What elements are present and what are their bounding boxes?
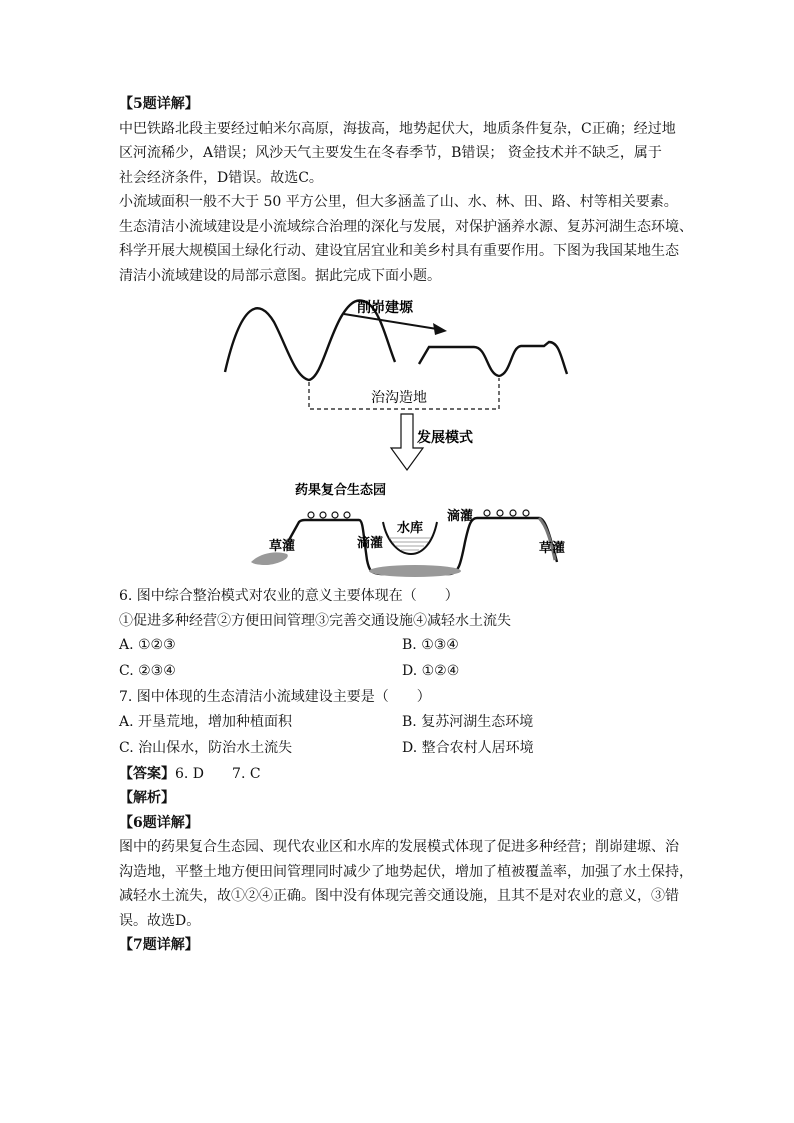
leveled-terrain-curve (419, 342, 567, 376)
grass-left-label: 草灌 (269, 539, 296, 554)
q6-option-b: B. ①③④ (402, 637, 459, 653)
watershed-diagram-svg (119, 292, 679, 582)
q7-option-a: A. 开垦荒地，增加种植面积 (119, 713, 293, 730)
mode-label: 发展模式 (417, 430, 473, 446)
q5-detail-heading: 【5题详解】 (119, 96, 199, 112)
transform-arrow-label: 削峁建塬 (357, 300, 413, 316)
orchard-dot (308, 512, 314, 518)
q6-stem: 6. 图中综合整治模式对农业的意义主要体现在（ ） (119, 588, 459, 604)
orchard-dot (320, 512, 326, 518)
q7-stem: 7. 图中体现的生态清洁小流域建设主要是（ ） (119, 689, 431, 705)
transform-arrow-head (433, 323, 447, 335)
orchard-dot (497, 510, 503, 516)
q5-detail-line-1: 中巴铁路北段主要经过帕米尔高原，海拔高，地势起伏大，地质条件复杂，C正确；经过地 (119, 120, 676, 137)
intro-line-1: 小流域面积一般不大于 50 平方公里，但大多涵盖了山、水、林、田、路、村等相关要素。 (119, 194, 678, 210)
drip-left-label: 滴灌 (357, 536, 384, 551)
q5-detail-line-2: 区河流稀少，A错误；风沙天气主要发生在冬春季节，B错误； 资金技术并不缺乏，属于 (119, 145, 662, 161)
q7-option-b: B. 复苏河湖生态环境 (402, 713, 534, 730)
q5-detail-line-3: 社会经济条件，D错误。故选C。 (119, 169, 323, 186)
q6-detail-heading: 【6题详解】 (119, 814, 199, 831)
bracket-label: 治沟造地 (371, 390, 427, 406)
q6-option-a: A. ①②③ (119, 637, 176, 653)
grass-left-patch (251, 552, 288, 565)
grass-right-label: 草灌 (539, 541, 566, 556)
q6-detail-line-4: 误。故选D。 (119, 912, 201, 929)
answer-line (119, 762, 679, 787)
orchard-dot (332, 512, 338, 518)
q7-detail-heading: 【7题详解】 (119, 937, 199, 953)
q6-detail-line-1: 图中的药果复合生态园、现代农业区和水库的发展模式体现了促进多种经营；削峁建塬、治 (119, 839, 679, 855)
analysis-label: 【解析】 (119, 790, 175, 806)
intro-line-2: 生态清洁小流域建设是小流域综合治理的深化与发展，对保护涵养水源、复苏河湖生态环境、 (119, 218, 693, 235)
orchard-dot (484, 510, 490, 516)
answer-label: 【答案】 (119, 765, 175, 782)
orchard-dot (523, 510, 529, 516)
drip-right-label: 滴灌 (447, 509, 474, 524)
q6-items: ①促进多种经营②方便田间管理③完善交通设施④减轻水土流失 (119, 612, 511, 629)
orchard-dot (344, 512, 350, 518)
q7-option-c: C. 治山保水，防治水土流失 (119, 739, 293, 756)
q6-options-row-2 (119, 659, 679, 685)
q6-option-d: D. ①②④ (402, 663, 460, 679)
intro-line-3: 科学开展大规模国土绿化行动、建设宜居宜业和美乡村具有重要作用。下图为我国某地生态 (119, 243, 679, 259)
q6-detail-line-2: 沟造地，平整土地方便田间管理同时减少了地势起伏，增加了植被覆盖率，加强了水土保持， (119, 863, 693, 880)
q6-option-c: C. ②③④ (119, 663, 176, 679)
q6-options-row-1 (119, 633, 679, 659)
intro-line-4: 清洁小流域建设的局部示意图。据此完成下面小题。 (119, 267, 441, 284)
transform-arrow-line (344, 314, 437, 329)
modern-agriculture-field (369, 565, 461, 577)
reservoir-label: 水库 (397, 521, 424, 536)
watershed-diagram (119, 292, 679, 582)
q6-detail-line-3: 减轻水土流失，故①②④正确。图中没有体现完善交通设施，且其不是对农业的意义，③错 (119, 888, 679, 904)
q7-option-d: D. 整合农村人居环境 (402, 739, 534, 756)
q7-options-row-2 (119, 736, 679, 762)
answer-text: 6. D 7. C (175, 765, 261, 782)
document-page (119, 92, 693, 958)
eco-park-label: 药果复合生态园 (295, 483, 387, 498)
q7-options-row-1 (119, 710, 679, 736)
orchard-dot (510, 510, 516, 516)
